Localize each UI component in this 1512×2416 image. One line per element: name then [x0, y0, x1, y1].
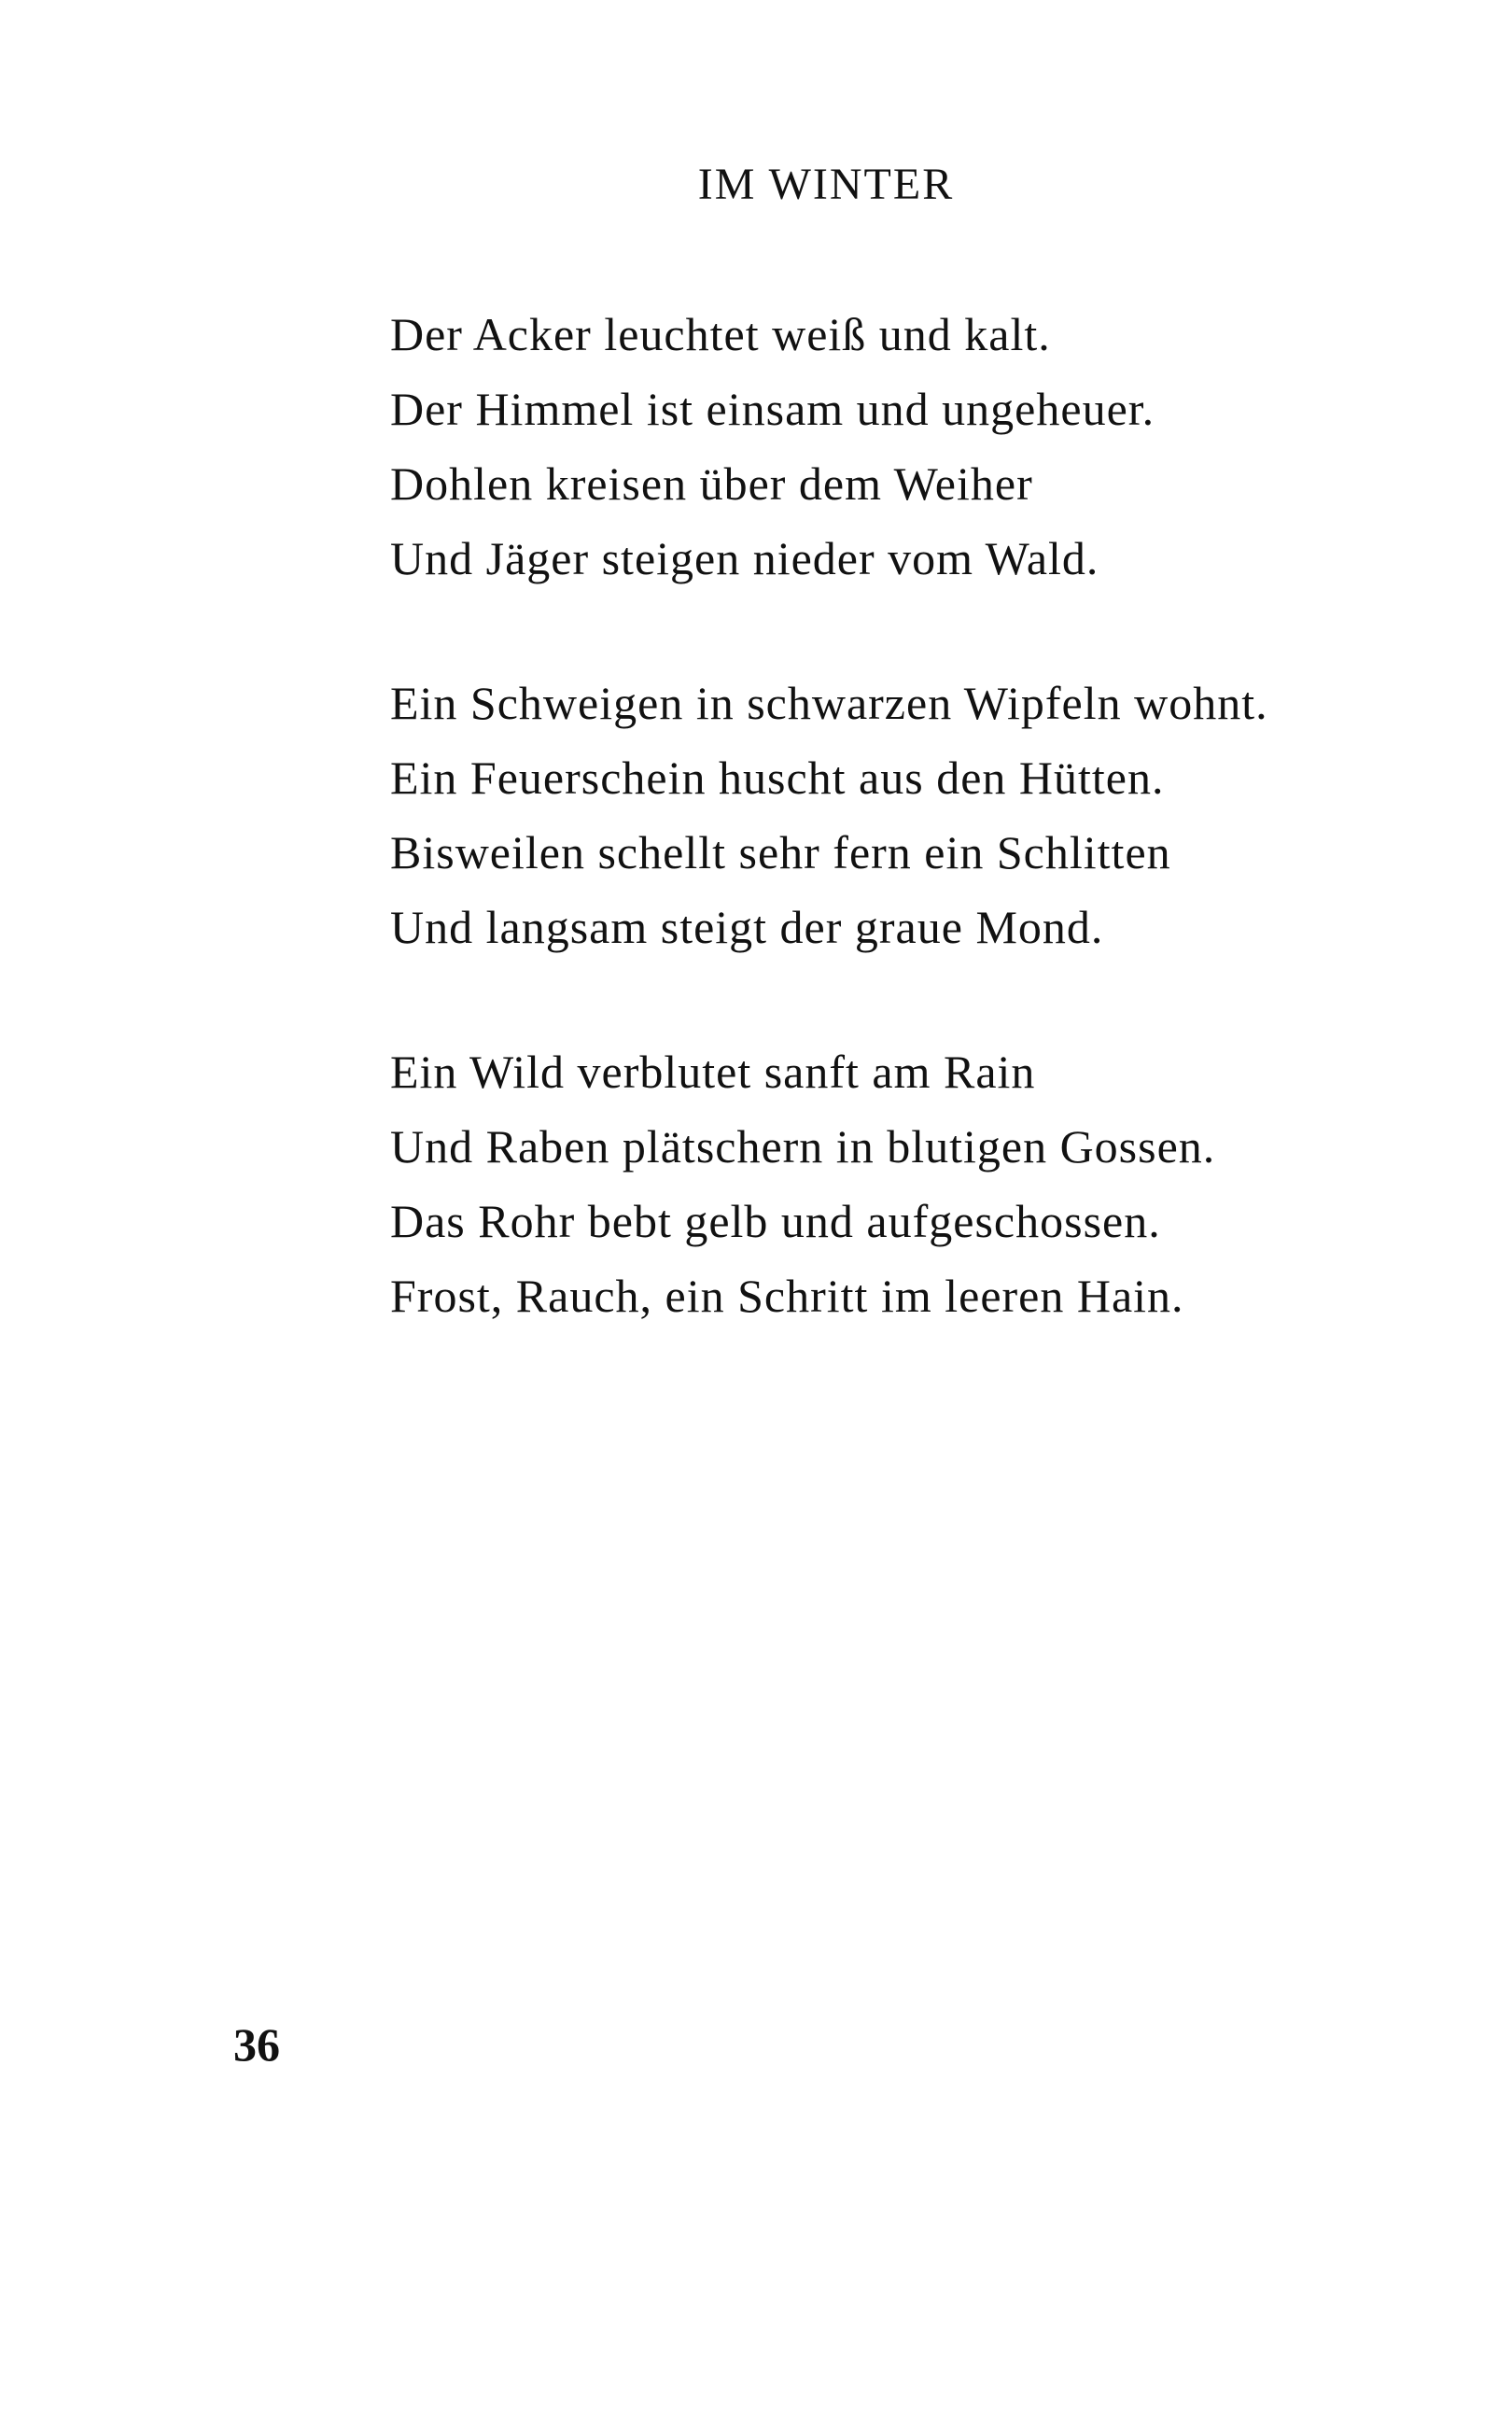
verse-line: Und Jäger steigen nieder vom Wald. — [390, 532, 1099, 584]
page-number: 36 — [233, 2018, 280, 2071]
poem-title: IM WINTER — [697, 160, 955, 209]
stanza — [390, 297, 1323, 596]
verse-line: Bisweilen schellt sehr fern ein Schlitten — [390, 826, 1171, 878]
stanza — [390, 666, 1323, 964]
verse-line: Das Rohr bebt gelb und aufgeschossen. — [390, 1195, 1161, 1247]
verse-line: Dohlen kreisen über dem Weiher — [390, 457, 1033, 510]
verse-line: Ein Feuerschein huscht aus den Hütten. — [390, 751, 1165, 804]
verse-line: Frost, Rauch, ein Schritt im leeren Hain. — [390, 1270, 1184, 1322]
verse-line: Der Acker leuchtet weiß und kalt. — [390, 308, 1051, 360]
verse-line: Und Raben plätschern in blutigen Gossen. — [390, 1120, 1216, 1173]
stanza — [390, 1034, 1323, 1333]
verse-line: Ein Wild verblutet sanft am Rain — [390, 1046, 1036, 1098]
verse-line: Ein Schweigen in schwarzen Wipfeln wohnt. — [390, 677, 1268, 729]
verse-line: Und langsam steigt der graue Mond. — [390, 901, 1104, 953]
poem-body — [390, 297, 1323, 1403]
verse-line: Der Himmel ist einsam und ungeheuer. — [390, 383, 1155, 435]
